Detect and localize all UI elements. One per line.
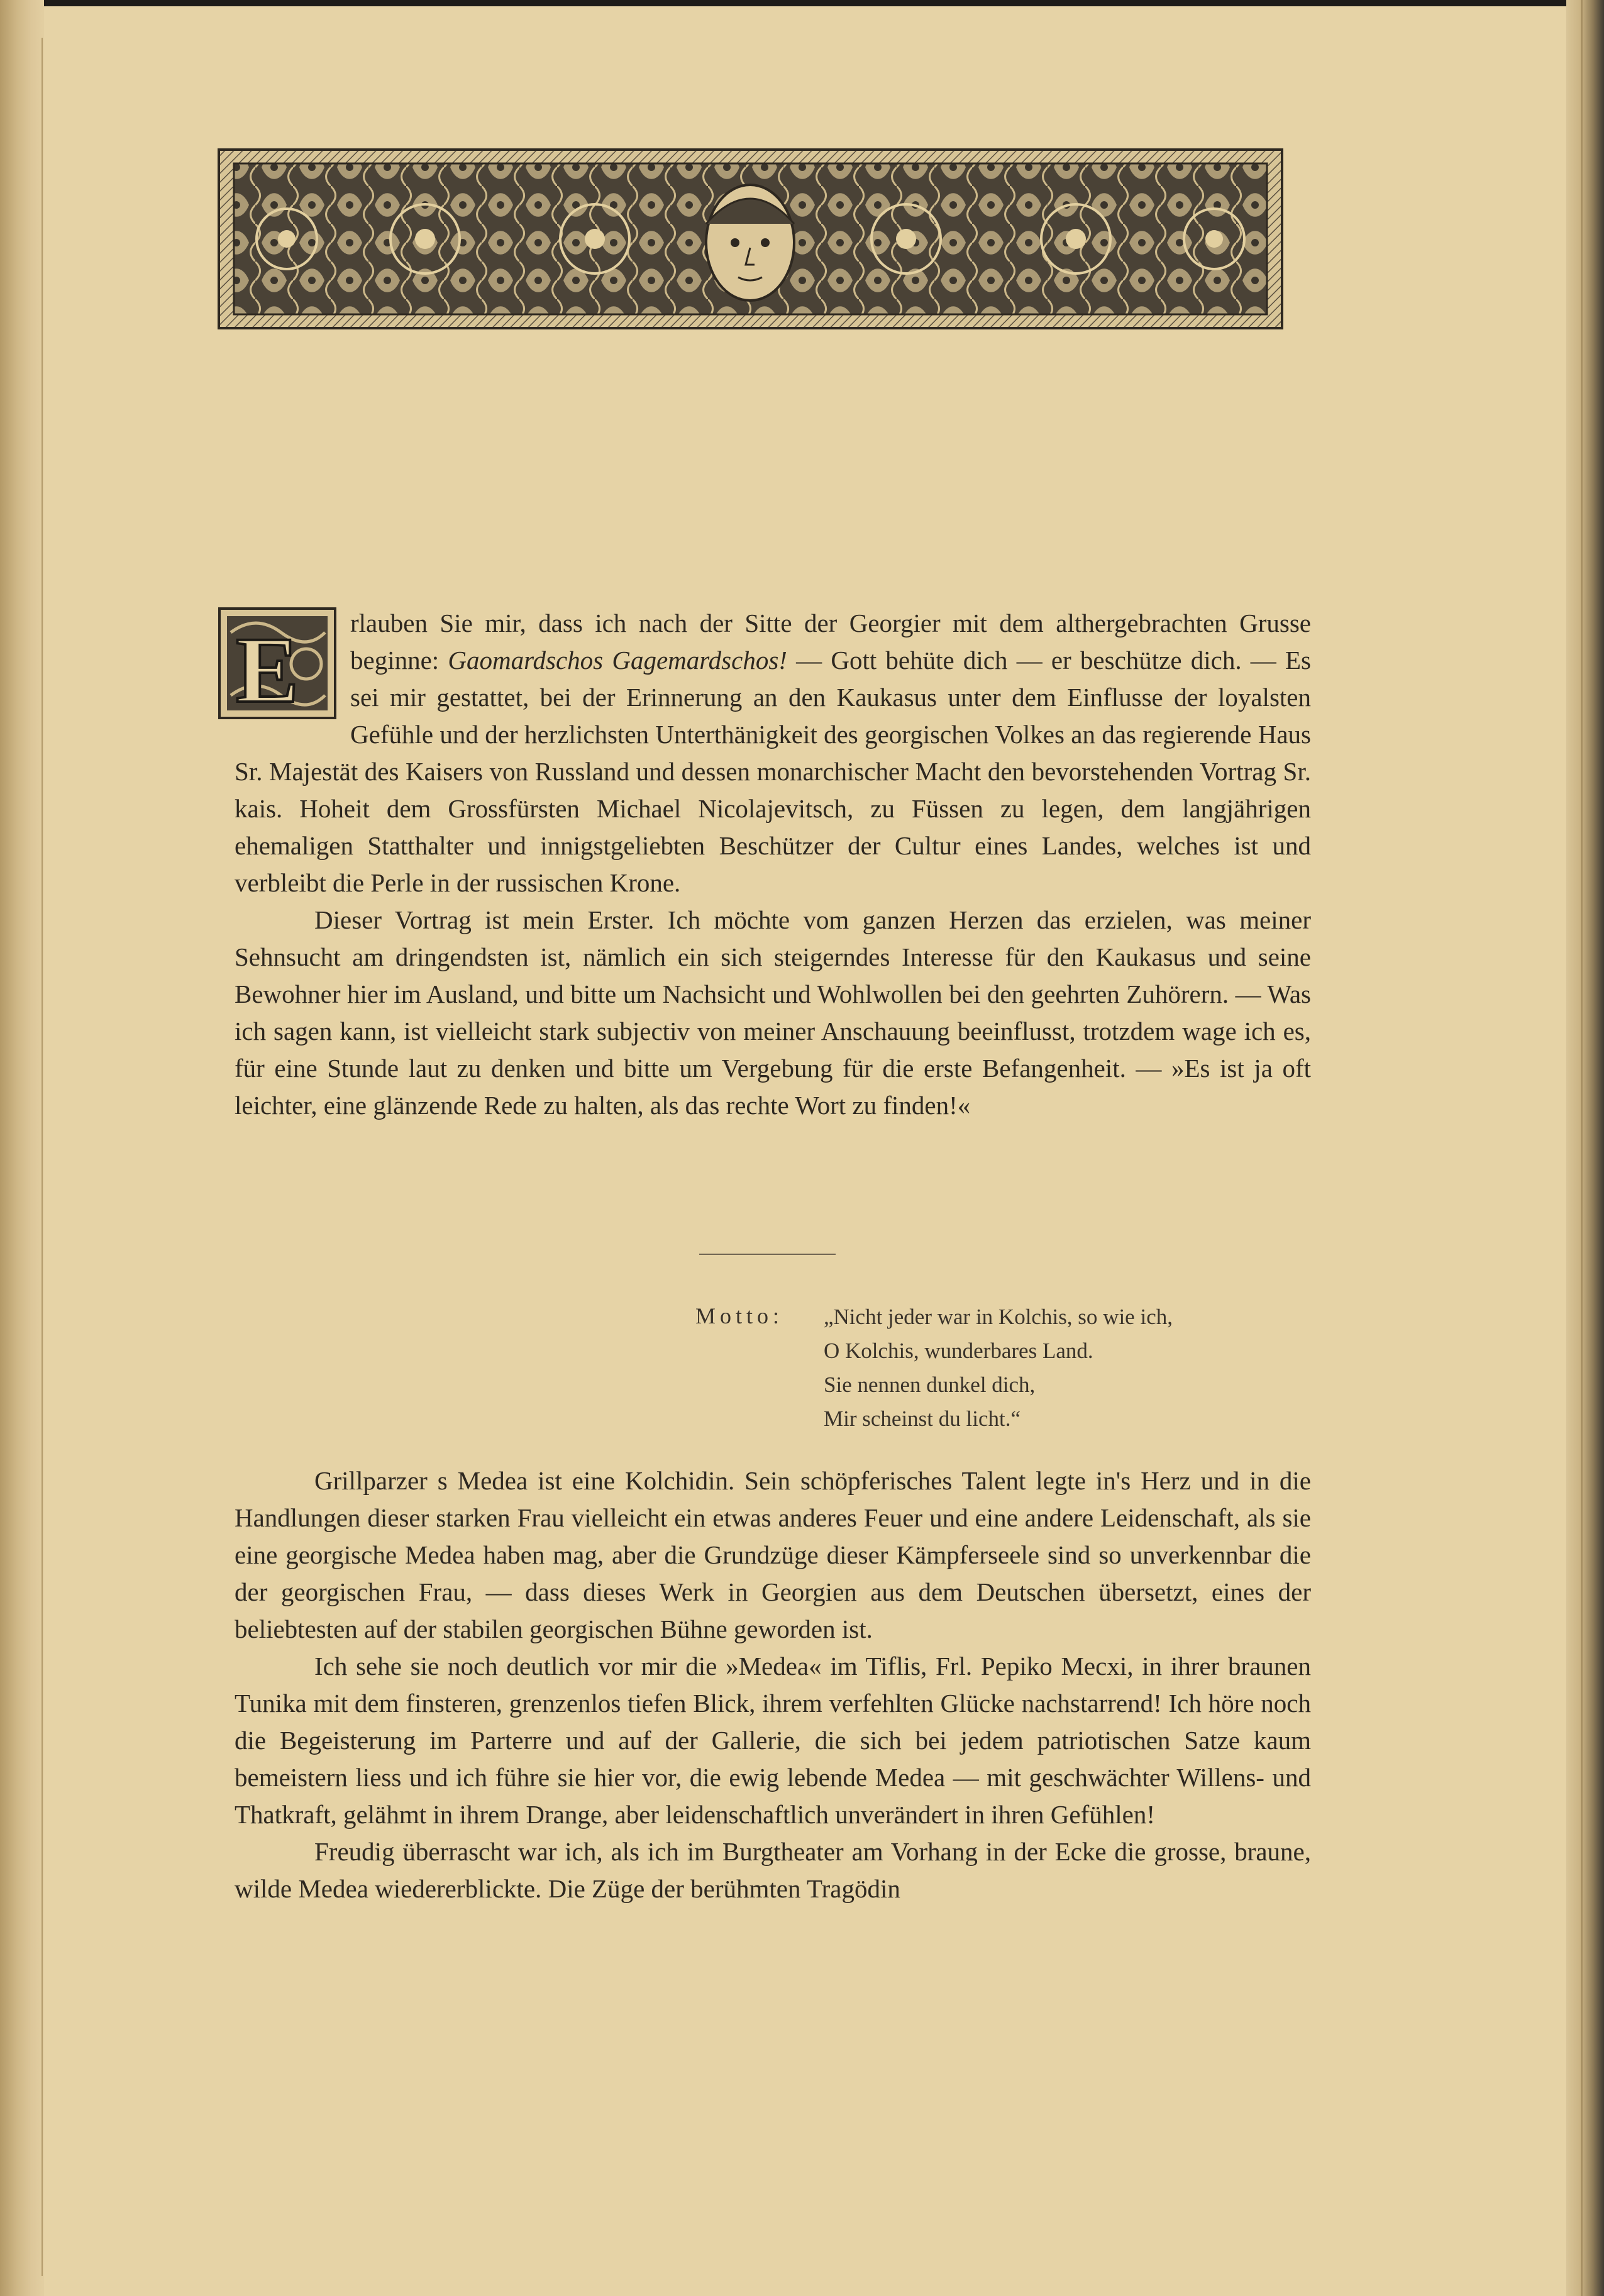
- paragraph-4: Ich sehe sie noch deutlich vor mir die »Medea« im Tiflis, Frl. Pepiko Mecxi, in ihrer braunen Tunika mit dem finsteren, grenzenlos tiefen Blick, ihrem verfehlten Glücke nachstarrend! Ich höre noch die Begeisterung im Parterre und auf der Gallerie, die sich bei jedem patriotischen Satze kaum bemeistern liess und ich führe sie hier vor, die ewig lebende Medea — mit geschwächter Willens- und Thatkraft, gelähmt in ihrem Drange, aber leidenschaftlich unverändert in ihren Gefühlen!: [235, 1652, 1311, 1829]
- text-block-upper: [235, 605, 1311, 1124]
- motto-line: Mir scheinst du licht.“: [824, 1406, 1021, 1431]
- paragraph-2: Dieser Vortrag ist mein Erster. Ich möchte vom ganzen Herzen das erzielen, was meiner Sehnsucht am dringendsten ist, nämlich ein sich steigerndes Interesse für den Kaukasus und seine Bewohner hier im Ausland, und bitte um Nachsicht und Wohlwollen bei den geehrten Zuhörern. — Was ich sagen kann, ist vielleicht stark subjectiv von meiner Anschauung beeinflusst, trotzdem wage ich es, für eine Stunde laut zu denken und bitte um Vergebung für die erste Befangenheit. — »Es ist ja oft leichter, eine glänzende Rede zu halten, als das rechte Wort zu finden!«: [235, 905, 1311, 1120]
- paragraph-5: Freudig überrascht war ich, als ich im Burgtheater am Vorhang in der Ecke die grosse, braune, wilde Medea wiedererblickte. Die Züge der berühmten Tragödin: [235, 1837, 1311, 1903]
- ornamental-header-banner: [218, 148, 1283, 329]
- page-edge-line: [1581, 0, 1583, 2296]
- ornamental-initial-e: [218, 607, 336, 719]
- paragraph-3: Grillparzer s Medea ist eine Kolchidin. Sein schöpferisches Talent legte in's Herz und in die Handlungen dieser starken Frau vielleicht ein etwas anderes Feuer und eine andere Leidenschaft, als sie eine georgische Medea haben mag, aber die Grundzüge dieser Kämpferseele sind so unverkennbar die der georgischen Frau, — dass dieses Werk in Georgien aus dem Deutschen übersetzt, eines der beliebtesten auf der stabilen georgischen Bühne geworden ist.: [235, 1466, 1311, 1643]
- motto-label: Motto:: [695, 1303, 784, 1328]
- motto-line: „Nicht jeder war in Kolchis, so wie ich,: [824, 1305, 1173, 1329]
- book-spine-shadow: [0, 0, 44, 2296]
- georgian-greeting: Gaomardschos Gagemardschos!: [448, 646, 787, 675]
- spine-crease: [41, 38, 43, 2276]
- scan-top-edge: [0, 0, 1604, 6]
- paragraph-1-start: rlauben Sie mir, dass ich nach der Sitte der Georgier mit dem althergebrachten Grusse beginne:: [350, 609, 1311, 675]
- motto-line: O Kolchis, wunderbares Land.: [824, 1338, 1093, 1363]
- text-block-lower: [235, 1462, 1311, 1907]
- motto-line: Sie nennen dunkel dich,: [824, 1372, 1036, 1397]
- motto-verse: [824, 1300, 1314, 1436]
- svg-text:E: E: [236, 618, 299, 719]
- section-divider: [699, 1254, 836, 1255]
- page-edge-stack: [1566, 0, 1604, 2296]
- paragraph-1-rest: — Gott behüte dich — er beschütze dich. — Es sei mir gestattet, bei der Erinnerung an den Kaukasus unter dem Einflusse der loyalsten Gefühle und der herzlichsten Unterthänigkeit des georgischen Volkes an das regierende Haus Sr. Majestät des Kaisers von Russland und dessen monarchischer Macht den bevorstehenden Vortrag Sr. kais. Hoheit dem Grossfürsten Michael Nicolajevitsch, zu Füssen zu legen, dem langjährigen ehemaligen Statthalter und innigstgeliebten Beschützer der Cultur eines Landes, welches ist und verbleibt die Perle in der russischen Krone.: [235, 646, 1311, 897]
